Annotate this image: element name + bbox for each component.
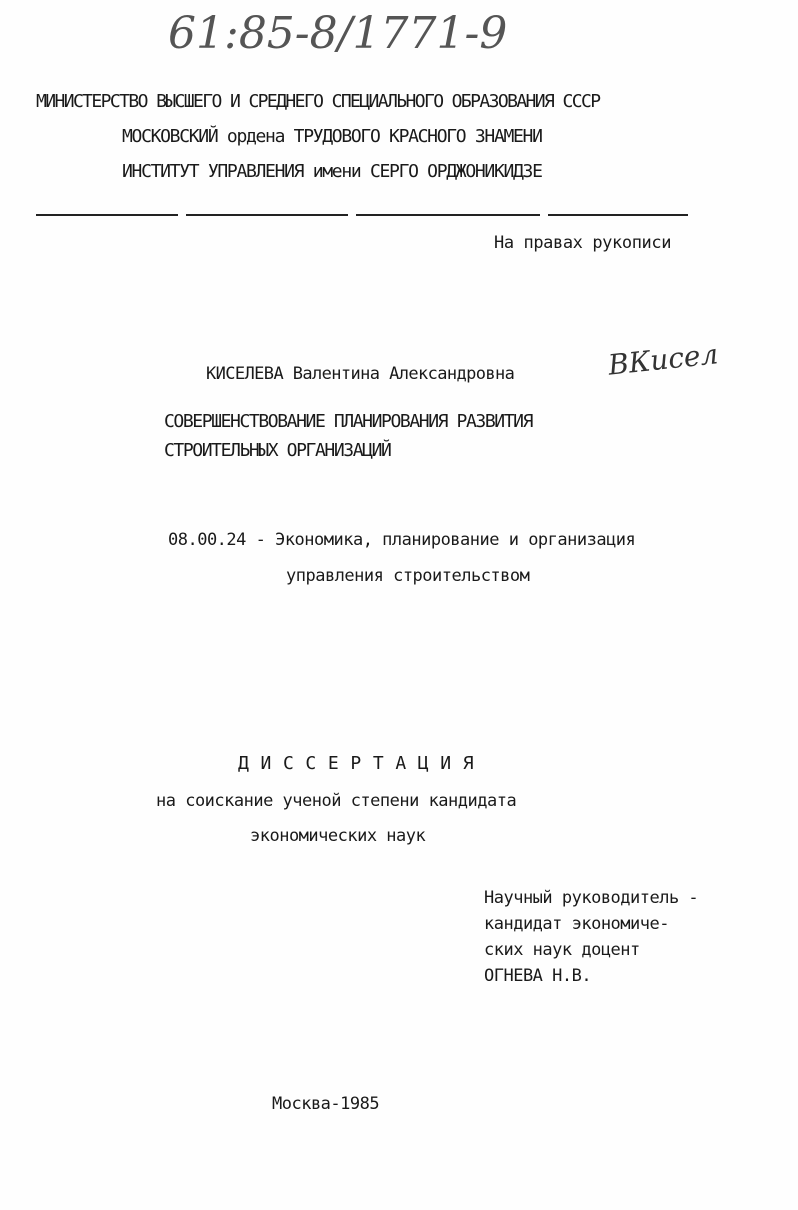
header-divider-segment xyxy=(186,214,348,216)
degree-line-2: экономических наук xyxy=(250,826,426,846)
supervisor-name: ОГНЕВА Н.В. xyxy=(484,966,592,986)
specialty-line-2: управления строительством xyxy=(286,566,530,586)
archive-code: 61:85-8/1771-9 xyxy=(168,8,508,59)
manuscript-rights: На правах рукописи xyxy=(494,233,672,253)
author-name: КИСЕЛЕВА Валентина Александровна xyxy=(206,364,515,384)
thesis-title-line-2: СТРОИТЕЛЬНЫХ ОРГАНИЗАЦИЙ xyxy=(164,440,391,461)
supervisor-line-2: кандидат экономиче- xyxy=(484,914,669,934)
supervisor-line-3: ских наук доцент xyxy=(484,940,640,960)
author-signature: ВКисел xyxy=(606,337,720,382)
specialty-code-line: 08.00.24 - Экономика, планирование и организация xyxy=(168,530,636,550)
dissertation-heading: Д И С С Е Р Т А Ц И Я xyxy=(238,753,474,774)
institute-line-1: МОСКОВСКИЙ ордена ТРУДОВОГО КРАСНОГО ЗНАМЕНИ xyxy=(122,126,542,147)
header-divider-segment xyxy=(548,214,688,216)
place-year: Москва-1985 xyxy=(272,1094,380,1114)
thesis-title-line-1: СОВЕРШЕНСТВОВАНИЕ ПЛАНИРОВАНИЯ РАЗВИТИЯ xyxy=(164,411,533,432)
degree-line-1: на соискание ученой степени кандидата xyxy=(156,791,517,811)
ministry-line: МИНИСТЕРСТВО ВЫСШЕГО И СРЕДНЕГО СПЕЦИАЛЬНОГО ОБРАЗОВАНИЯ СССР xyxy=(36,91,600,112)
header-divider-segment xyxy=(356,214,540,216)
institute-line-2: ИНСТИТУТ УПРАВЛЕНИЯ имени СЕРГО ОРДЖОНИКИДЗЕ xyxy=(122,161,542,182)
header-divider-segment xyxy=(36,214,178,216)
supervisor-line-1: Научный руководитель - xyxy=(484,888,699,908)
